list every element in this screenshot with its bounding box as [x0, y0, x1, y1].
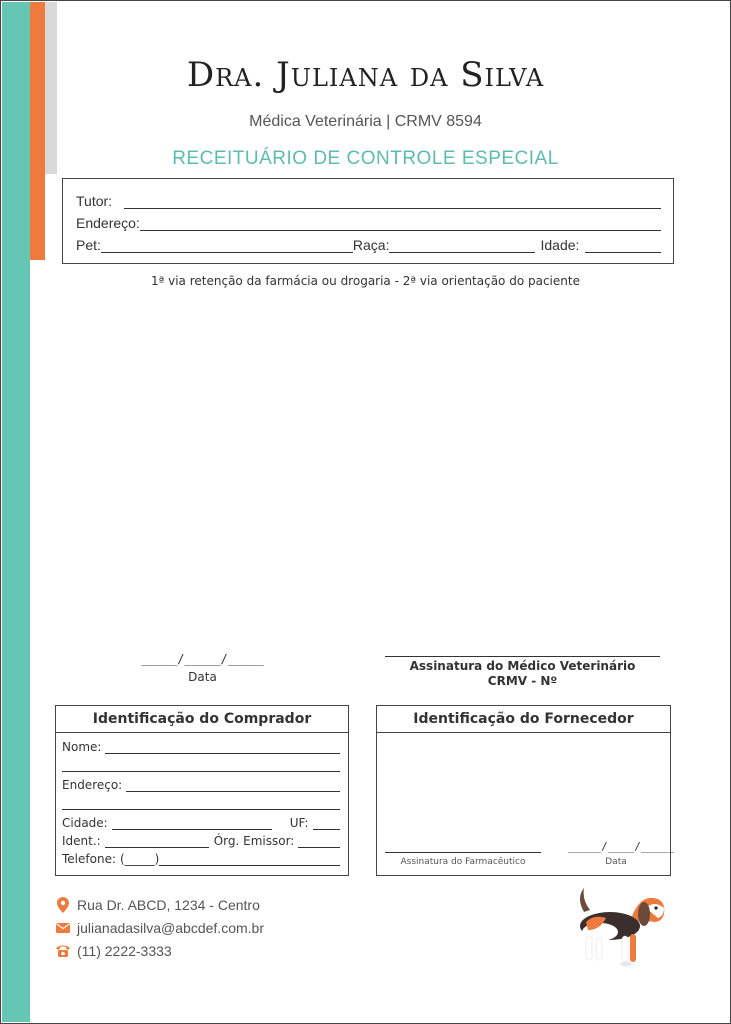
pharmacist-signature-line[interactable]	[385, 852, 541, 853]
buyer-box-title: Identificação do Comprador	[56, 706, 348, 733]
age-field[interactable]	[585, 238, 661, 253]
supplier-date-label: Data	[605, 857, 627, 867]
vet-signature-block	[385, 656, 660, 689]
buyer-phone-area[interactable]: (_____)	[120, 852, 160, 866]
tutor-field[interactable]	[124, 194, 661, 209]
buyer-phone-field[interactable]	[159, 854, 340, 866]
location-pin-icon	[55, 897, 71, 913]
orange-side-stripe	[30, 2, 45, 260]
buyer-ident-row	[62, 832, 340, 848]
beagle-dog-illustration	[570, 886, 670, 968]
date-line[interactable]: _____/_____/_____	[141, 652, 264, 666]
buyer-extra-line-1	[62, 756, 340, 772]
buyer-name-field-continued[interactable]	[62, 760, 340, 772]
address-row	[76, 211, 661, 231]
supplier-date-line[interactable]: _____/____/_____	[568, 840, 674, 853]
pet-label: Pet:	[76, 237, 101, 253]
buyer-address-field[interactable]	[126, 780, 340, 792]
vet-signature-line[interactable]	[385, 656, 660, 657]
supplier-box-title: Identificação do Fornecedor	[377, 706, 670, 733]
buyer-address-row	[62, 776, 340, 792]
buyer-ident-field[interactable]	[105, 836, 209, 848]
buyer-name-row	[62, 738, 340, 754]
pet-field[interactable]	[101, 238, 353, 253]
vet-crmv-label: CRMV - Nº	[487, 674, 558, 688]
buyer-org-field[interactable]	[298, 836, 340, 848]
buyer-address-label: Endereço:	[62, 778, 123, 792]
buyer-phone-label: Telefone:	[62, 852, 116, 866]
phone-icon	[55, 944, 71, 958]
copy-routing-note: 1ª via retenção da farmácia ou drogaria - 2ª via orientação do paciente	[151, 274, 580, 288]
tutor-label: Tutor:	[76, 193, 113, 209]
buyer-uf-label: UF:	[289, 816, 309, 830]
buyer-name-label: Nome:	[62, 740, 102, 754]
contact-address-text: Rua Dr. ABCD, 1234 - Centro	[77, 897, 260, 913]
address-field[interactable]	[140, 216, 661, 231]
contact-phone	[55, 943, 172, 959]
prescription-date	[130, 652, 275, 684]
buyer-identification-box	[55, 705, 349, 876]
contact-email-text[interactable]: julianadasilva@abcdef.com.br	[77, 920, 264, 936]
tutor-row	[76, 189, 661, 209]
breed-label: Raça:	[352, 237, 390, 253]
pharmacist-signature-label: Assinatura do Farmacêutico	[400, 857, 526, 867]
buyer-extra-line-2	[62, 794, 340, 810]
buyer-phone-row	[62, 850, 340, 866]
buyer-name-field[interactable]	[105, 742, 340, 754]
email-icon	[55, 923, 71, 933]
breed-field[interactable]	[389, 238, 535, 253]
buyer-uf-field[interactable]	[313, 818, 340, 830]
contact-address	[55, 897, 260, 913]
contact-phone-text[interactable]: (11) 2222-3333	[77, 943, 172, 959]
buyer-address-field-continued[interactable]	[62, 798, 340, 810]
contact-email	[55, 920, 264, 936]
vet-signature-label: Assinatura do Médico Veterinário	[409, 659, 636, 673]
document-title: RECEITUÁRIO DE CONTROLE ESPECIAL	[172, 148, 559, 169]
age-label: Idade:	[540, 237, 580, 253]
buyer-city-label: Cidade:	[62, 816, 108, 830]
doctor-credentials: Médica Veterinária | CRMV 8594	[249, 113, 482, 130]
buyer-city-row	[62, 814, 340, 830]
buyer-city-field[interactable]	[112, 818, 272, 830]
pet-row	[76, 233, 661, 253]
buyer-ident-label: Ident.:	[62, 834, 101, 848]
address-label: Endereço:	[76, 215, 140, 231]
date-label: Data	[188, 670, 217, 684]
buyer-org-label: Órg. Emissor:	[213, 834, 295, 848]
patient-info-box	[62, 178, 674, 264]
doctor-name: Dra. Juliana da Silva	[186, 55, 545, 95]
